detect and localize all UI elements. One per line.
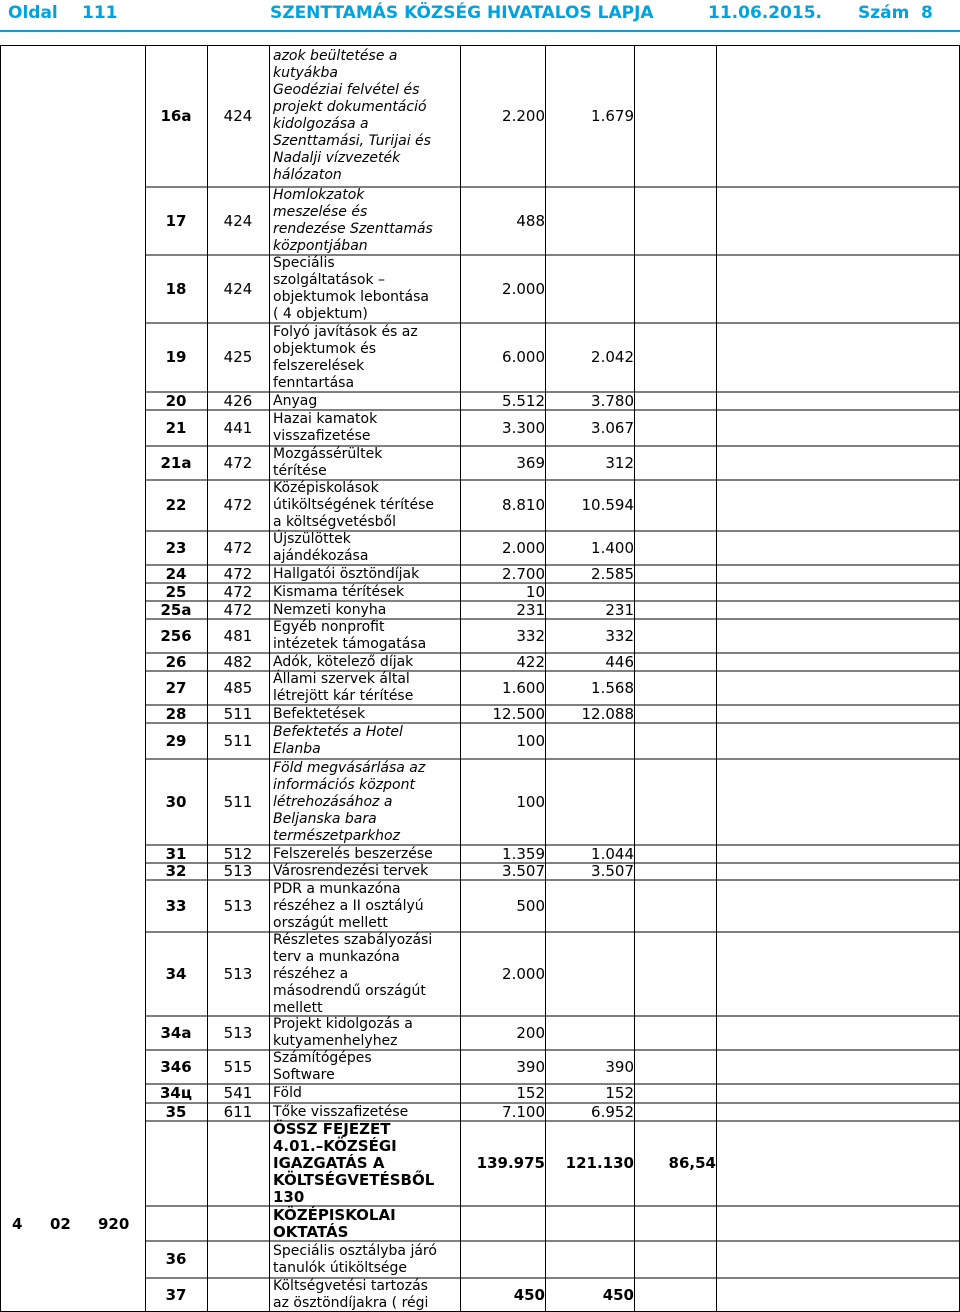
account-code: 472 <box>223 564 253 583</box>
executed-amount: 2.042 <box>591 348 634 366</box>
account-code: 472 <box>223 496 253 514</box>
description: Nemzeti konyha <box>273 601 387 618</box>
row-index: 21a <box>160 453 192 472</box>
table-row <box>0 759 960 845</box>
percentage <box>634 845 716 863</box>
account-code: 513 <box>223 1023 253 1042</box>
account-code: 425 <box>223 348 253 366</box>
account-code <box>207 1206 269 1241</box>
description: Állami szervek által létrejött kár térítése <box>273 671 414 704</box>
percentage: 86,54 <box>668 1154 716 1172</box>
planned-amount: 450 <box>513 1285 545 1304</box>
planned-amount <box>460 1241 545 1278</box>
table-row <box>0 531 960 565</box>
row-index: 32 <box>165 862 187 880</box>
executed-amount <box>545 759 634 845</box>
row-index: 28 <box>165 704 187 723</box>
executed-amount <box>545 255 634 323</box>
executed-amount <box>545 1016 634 1050</box>
row-index: 31 <box>165 844 187 863</box>
table-row <box>0 565 960 583</box>
description: ÖSSZ FEJEZET 4.01.–KÖZSÉGI IGAZGATÁS A KÖLTSÉGVETÉSBŐL 130 <box>273 1120 435 1206</box>
description: Hazai kamatok visszafizetése <box>273 411 378 444</box>
table-row <box>0 1103 960 1121</box>
percentage <box>634 583 716 601</box>
percentage <box>634 323 716 392</box>
table-row <box>0 1084 960 1103</box>
account-code: 485 <box>223 678 253 697</box>
row-index: 26 <box>165 652 187 671</box>
percentage <box>634 619 716 653</box>
percentage <box>634 880 716 932</box>
table-row <box>0 323 960 392</box>
account-code: 472 <box>223 600 253 619</box>
planned-amount: 152 <box>516 1084 545 1102</box>
planned-amount: 332 <box>516 626 545 645</box>
description: Mozgássérültek térítése <box>273 446 383 479</box>
account-code: 511 <box>223 731 253 750</box>
planned-amount: 100 <box>516 792 545 811</box>
percentage <box>634 446 716 480</box>
row-index: 16a <box>160 106 192 125</box>
account-code: 441 <box>223 418 253 437</box>
percentage <box>634 1016 716 1050</box>
table-row <box>0 845 960 863</box>
row-index: 34a <box>160 1023 192 1042</box>
row-index: 346 <box>160 1057 192 1076</box>
description: Speciális osztályba járó tanulók útiköltsége <box>273 1242 437 1276</box>
table-row <box>0 45 960 187</box>
planned-amount: 139.975 <box>476 1154 545 1172</box>
issue-number: 8 <box>921 3 933 23</box>
row-index: 34 <box>165 964 187 983</box>
planned-amount: 200 <box>516 1023 545 1042</box>
percentage <box>634 1084 716 1103</box>
table-row <box>0 1050 960 1084</box>
row-index: 35 <box>165 1102 187 1121</box>
account-code: 472 <box>223 538 253 557</box>
planned-amount: 3.507 <box>502 862 545 880</box>
percentage <box>634 1241 716 1278</box>
row-index: 17 <box>165 211 187 230</box>
percentage <box>634 531 716 565</box>
executed-amount: 390 <box>605 1057 634 1076</box>
table-row <box>0 255 960 323</box>
table-row <box>0 880 960 932</box>
planned-amount: 6.000 <box>502 348 545 366</box>
row-index: 29 <box>165 731 187 750</box>
percentage <box>634 653 716 671</box>
percentage <box>634 759 716 845</box>
percentage <box>634 1050 716 1084</box>
table-row <box>0 1016 960 1050</box>
page-label: Oldal <box>8 3 58 23</box>
description: Speciális szolgáltatások – objektumok lebontása ( 4 objektum) <box>273 255 429 322</box>
description: Adók, kötelező díjak <box>273 653 414 670</box>
description: Homlokzatok meszelése és rendezése Szenttamás központjában <box>273 187 433 254</box>
table-row <box>0 480 960 531</box>
row-index: 37 <box>165 1285 187 1304</box>
row-index: 25a <box>160 600 192 619</box>
account-code: 541 <box>223 1084 253 1102</box>
executed-amount: 1.044 <box>591 844 634 863</box>
executed-amount <box>545 723 634 759</box>
account-code: 511 <box>223 792 253 811</box>
percentage <box>634 601 716 619</box>
table-row <box>0 723 960 759</box>
description: Hallgatói ösztöndíjak <box>273 565 420 582</box>
planned-amount: 2.200 <box>502 106 545 125</box>
section-code-a: 4 <box>12 1215 23 1233</box>
planned-amount: 100 <box>516 731 545 750</box>
account-code: 512 <box>223 844 253 863</box>
percentage <box>634 392 716 410</box>
planned-amount: 8.810 <box>502 496 545 514</box>
executed-amount: 231 <box>605 600 634 619</box>
row-index: 23 <box>165 538 187 557</box>
row-index: 19 <box>165 348 187 366</box>
description: Egyéb nonprofit intézetek támogatása <box>273 619 427 652</box>
account-code: 513 <box>223 862 253 880</box>
executed-amount: 1.679 <box>591 106 634 125</box>
account-code <box>207 1121 269 1206</box>
description: Föld megvásárlása az információs központ létrehozásához a Beljanska bara természetparkhoz <box>273 759 426 844</box>
percentage <box>634 1103 716 1121</box>
planned-amount <box>460 1206 545 1241</box>
issue-date: 11.06.2015. <box>708 3 823 23</box>
planned-amount: 1.600 <box>502 678 545 697</box>
executed-amount <box>545 1206 634 1241</box>
percentage <box>634 863 716 880</box>
percentage <box>634 187 716 255</box>
table-row <box>0 705 960 723</box>
account-code: 513 <box>223 964 253 983</box>
table-row <box>0 1278 960 1312</box>
percentage <box>634 723 716 759</box>
description: Projekt kidolgozás a kutyamenhelyhez <box>273 1016 413 1049</box>
executed-amount <box>545 1241 634 1278</box>
planned-amount: 1.359 <box>502 844 545 863</box>
description: Anyag <box>273 392 318 409</box>
executed-amount <box>545 880 634 932</box>
account-code: 515 <box>223 1057 253 1076</box>
description: Középiskolások útiköltségének térítése a költségvetésből <box>273 480 435 530</box>
table-row <box>0 392 960 410</box>
executed-amount: 3.067 <box>591 418 634 437</box>
row-index: 18 <box>165 279 187 298</box>
planned-amount: 2.000 <box>502 279 545 298</box>
percentage <box>634 1278 716 1312</box>
description: Kismama térítések <box>273 583 405 600</box>
row-index: 27 <box>165 678 187 697</box>
issue-label: Szám <box>858 3 910 23</box>
executed-amount: 6.952 <box>591 1102 634 1121</box>
executed-amount <box>545 583 634 601</box>
row-index: 22 <box>165 496 187 514</box>
description: Számítógépes Software <box>273 1050 372 1083</box>
row-index: 256 <box>160 626 192 645</box>
page-number: 111 <box>82 3 118 23</box>
account-code: 424 <box>223 211 253 230</box>
planned-amount: 390 <box>516 1057 545 1076</box>
account-code: 472 <box>223 453 253 472</box>
description: PDR a munkazóna részéhez a II osztályú országút mellett <box>273 880 424 931</box>
executed-amount: 332 <box>605 626 634 645</box>
description: Folyó javítások és az objektumok és felszerelések fenntartása <box>273 323 418 391</box>
account-code: 424 <box>223 106 253 125</box>
description: azok beültetése a kutyákba Geodéziai felvétel és projekt dokumentáció kidolgozása a Szenttamási, Turijai és Nadalji vízvezeték hálózaton <box>273 48 431 183</box>
section-code-c: 920 <box>98 1215 130 1233</box>
description: Befektetés a Hotel Elanba <box>273 724 403 757</box>
account-code: 511 <box>223 704 253 723</box>
description: Felszerelés beszerzése <box>273 845 433 862</box>
description: Költségvetési tartozás az ösztöndíjakra ( régi <box>273 1278 429 1311</box>
row-index: 20 <box>165 391 187 410</box>
description: KÖZÉPISKOLAI OKTATÁS <box>273 1205 396 1241</box>
row-index: 30 <box>165 792 187 811</box>
table-row <box>0 671 960 705</box>
executed-amount: 1.400 <box>591 538 634 557</box>
planned-amount: 12.500 <box>492 704 545 723</box>
table-row <box>0 410 960 446</box>
percentage <box>634 705 716 723</box>
table-row <box>0 187 960 255</box>
percentage <box>634 565 716 583</box>
executed-amount <box>545 187 634 255</box>
table-row <box>0 653 960 671</box>
account-code: 424 <box>223 279 253 298</box>
percentage <box>634 671 716 705</box>
description: Városrendezési tervek <box>273 863 429 879</box>
description: Tőke visszafizetése <box>273 1103 409 1120</box>
account-code: 482 <box>223 652 253 671</box>
account-code <box>207 1241 269 1278</box>
table-row <box>0 932 960 1016</box>
executed-amount: 121.130 <box>565 1154 634 1172</box>
executed-amount: 312 <box>605 453 634 472</box>
planned-amount: 422 <box>516 652 545 671</box>
planned-amount: 369 <box>516 453 545 472</box>
account-code: 481 <box>223 626 253 645</box>
percentage <box>634 1206 716 1241</box>
row-index <box>145 1121 207 1206</box>
percentage <box>634 410 716 446</box>
account-code: 513 <box>223 896 253 915</box>
account-code <box>207 1278 269 1312</box>
table-row <box>0 446 960 480</box>
table-row <box>0 1241 960 1278</box>
row-index: 33 <box>165 896 187 915</box>
table-row <box>0 619 960 653</box>
table-row <box>0 583 960 601</box>
executed-amount: 2.585 <box>591 564 634 583</box>
row-index: 36 <box>165 1250 187 1268</box>
account-code: 472 <box>223 582 253 601</box>
description: Föld <box>273 1085 302 1101</box>
percentage <box>634 932 716 1016</box>
executed-amount <box>545 932 634 1016</box>
planned-amount: 10 <box>525 582 545 601</box>
planned-amount: 2.000 <box>502 538 545 557</box>
table-row <box>0 863 960 880</box>
percentage <box>634 480 716 531</box>
executed-amount: 1.568 <box>591 678 634 697</box>
planned-amount: 231 <box>516 600 545 619</box>
description: Részletes szabályozási terv a munkazóna részéhez a másodrendű országút mellett <box>273 931 433 1016</box>
table-row <box>0 1121 960 1206</box>
row-index: 21 <box>165 418 187 437</box>
planned-amount: 5.512 <box>502 391 545 410</box>
planned-amount: 2.700 <box>502 564 545 583</box>
account-code: 611 <box>223 1102 253 1121</box>
planned-amount: 500 <box>516 896 545 915</box>
section-code-b: 02 <box>50 1215 71 1233</box>
row-index: 25 <box>165 582 187 601</box>
executed-amount: 3.780 <box>591 391 634 410</box>
executed-amount: 446 <box>605 652 634 671</box>
row-index: 34ц <box>160 1084 192 1102</box>
row-index <box>145 1206 207 1241</box>
description: Befektetések <box>273 705 366 722</box>
description: Újszülöttek ajándékozása <box>273 531 369 564</box>
table-row <box>0 1206 960 1241</box>
publication-title: SZENTTAMÁS KÖZSÉG HIVATALOS LAPJA <box>270 3 654 23</box>
percentage <box>634 255 716 323</box>
executed-amount: 10.594 <box>581 496 634 514</box>
account-code: 426 <box>223 391 253 410</box>
executed-amount: 12.088 <box>581 704 634 723</box>
planned-amount: 2.000 <box>502 964 545 983</box>
executed-amount: 450 <box>602 1285 634 1304</box>
planned-amount: 488 <box>516 211 545 230</box>
planned-amount: 7.100 <box>502 1102 545 1121</box>
executed-amount: 152 <box>605 1084 634 1102</box>
table-row <box>0 601 960 619</box>
executed-amount: 3.507 <box>591 862 634 880</box>
planned-amount: 3.300 <box>502 418 545 437</box>
row-index: 24 <box>165 564 187 583</box>
percentage <box>634 45 716 187</box>
